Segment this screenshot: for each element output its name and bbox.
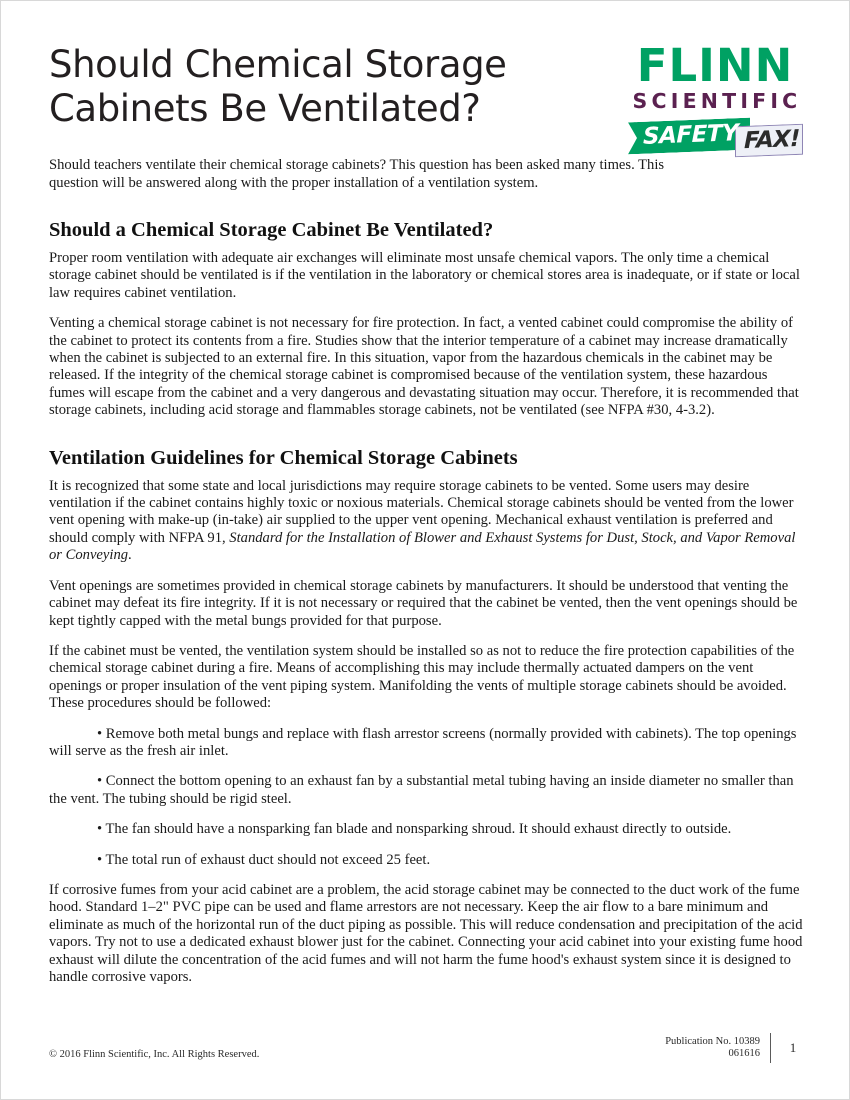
logo-brand-subtext: SCIENTIFIC [632,89,802,113]
footer-page-number: 1 [789,1040,797,1055]
procedure-bullet-2: • Connect the bottom opening to an exhaust fan by a substantial metal tubing having an inside diameter no smaller than the vent. The tubing should be rigid steel. [49,773,794,807]
section-2-paragraph-2: Vent openings are sometimes provided in chemical storage cabinets by manufacturers. It should be understood that venting the cabinet may defeat its fire integrity. If it is not necessary or required that the cabinet be vented, then the vent openings should be kept tightly capped with the metal bungs provided for that purpose. [49,577,798,629]
section-1-paragraph-2: Venting a chemical storage cabinet is not necessary for fire protection. In fact, a vented cabinet could compromise the ability of the cabinet to protect its contents from a fire. Studies show that the interior temperature of a cabinet may increase dramatically when the cabinet is subjected to an external fire. In this situation, vapor from the hazardous chemicals in the cabinet may be released. If the integrity of the chemical storage cabinet is compromised because of the ventilation system, these hazardous fumes will escape from the cabinet and a very dangerous and devastating situation may occur. Therefore, it is recommended that storage cabinets, including acid storage and flammables storage cabinets, not be ventilated (see NFPA #30, 4-3.2). [49,315,799,419]
section-1-paragraph-1: Proper room ventilation with adequate air exchanges will eliminate most unsafe chemical vapors. The only time a chemical storage cabinet should be ventilated is if the ventilation in the laboratory or chemical stores area is inadequate, or if state or local law requires cabinet ventilation. [49,250,800,301]
page-footer [49,1027,801,1061]
footer-publication-number: Publication No. 10389 [665,1035,760,1047]
footer-publication-date: 061616 [728,1048,760,1059]
footer-copyright: © 2016 Flinn Scientific, Inc. All Rights Reserved. [49,1049,260,1060]
footer-publication-info [665,1036,770,1061]
section-2-par-1-text-before: It is recognized that some state and local jurisdictions may require storage cabinets to be vented. Some users may desire ventilation if the cabinet contains highly toxic or noxious materials. Chemical storage cabinets should be vented from the lower vent opening with make-up (in-take) air supplied to the upper vent opening. Mechanical exhaust ventilation is preferred and should comply with NFPA 91, [49,477,794,546]
page-content [49,37,803,999]
page-title [49,37,609,131]
nfpa-standard-title: Standard for the Installation of Blower and Exhaust Systems for Dust, Stock, and Vapor Removal or Conveying [49,529,796,564]
banner-fax-text: FAX! [744,125,800,155]
section-2-paragraph-1 [49,478,803,565]
section-heading-2: Ventilation Guidelines for Chemical Storage Cabinets [49,446,518,469]
section-heading-1: Should a Chemical Storage Cabinet Be Ventilated? [49,219,494,241]
intro-paragraph: Should teachers ventilate their chemical storage cabinets? This question has been asked many times. This question will be answered along with the proper installation of a ventilation system. [49,157,665,191]
page-header [49,37,803,155]
footer-publication-block [665,1033,801,1063]
logo-brand-text: FLINN [636,39,794,92]
page-title-line-1: Should Chemical Storage [49,43,507,86]
flinn-scientific-logo [627,37,803,157]
banner-safety-text: SAFETY [643,120,739,150]
safety-fax-banner [627,118,803,156]
section-2-closing-paragraph: If corrosive fumes from your acid cabinet are a problem, the acid storage cabinet may be connected to the duct work of the fume hood. Standard 1–2" PVC pipe can be used and flame arrestors are not necessary. Keep the air flow to a bare minimum and eliminate as much of the horizontal run of the duct piping as possible. This will reduce condensation and precipitation of the acid vapors. Try not to use a dedicated exhaust blower just for the cabinet. Connecting your acid cabinet into your existing fume hood exhaust will dilute the concentration of the acid fumes and will not harm the fume hood's exhaust system since it is designed to handle corrosive vapors. [49,881,803,985]
procedure-bullet-4: • The total run of exhaust duct should not exceed 25 feet. [97,851,431,868]
procedure-bullet-3: • The fan should have a nonsparking fan blade and nonsparking shroud. It should exhaust directly to outside. [97,821,732,838]
section-2-paragraph-3: If the cabinet must be vented, the ventilation system should be installed so as not to reduce the fire protection capabilities of the chemical storage cabinet during a fire. Means of accomplishing this may include thermally actuated dampers on the vent openings or proper insulation of the vent piping system. Manifolding the vents of multiple storage cabinets should be avoided. These procedures should be followed: [49,642,795,712]
procedure-bullet-1: • Remove both metal bungs and replace with flash arrestor screens (normally provided with cabinets). The top openings will serve as the fresh air inlet. [49,725,797,759]
section-2-par-1-text-after: . [128,547,132,564]
page-title-line-2: Cabinets Be Ventilated? [49,87,481,130]
